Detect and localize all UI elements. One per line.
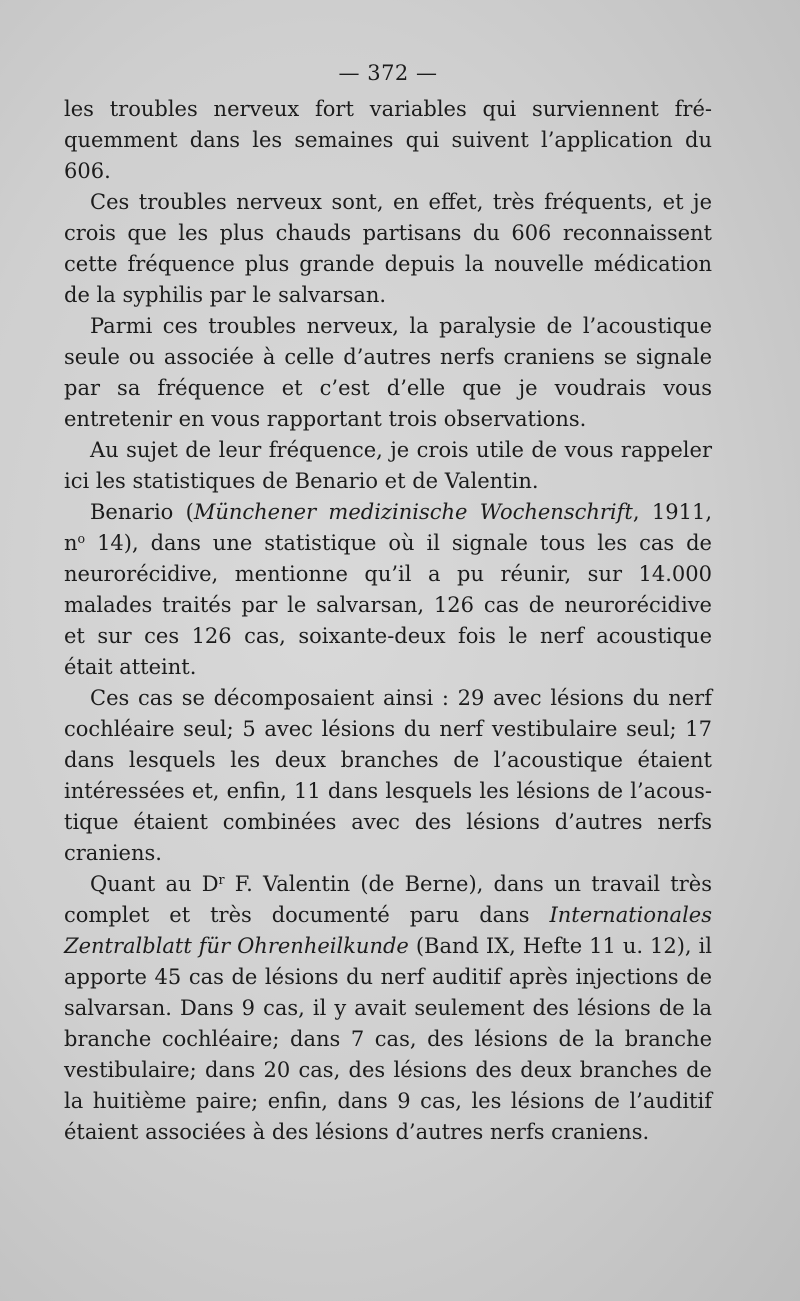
text-run: les troubles nerveux fort variables qui surviennent fréquemment dans les semaines qui suivent l’application du 606. — [64, 97, 712, 183]
text-run: F. Valentin (de Berne), dans un travail très complet et très documenté paru dans — [64, 872, 712, 927]
paragraph — [64, 94, 712, 187]
text-run: Ces troubles nerveux sont, en effet, très fréquents, et je crois que les plus chauds partisans du 606 reconnaissent cette fréquence plus grande depuis la nouvelle médication de la syphilis par le salvarsan. — [64, 190, 712, 307]
paragraph — [64, 683, 712, 869]
text-run: Ces cas se décomposaient ainsi : 29 avec lésions du nerf cochléaire seul; 5 avec lésions du nerf vestibulaire seul; 17 dans lesquels les deux branches de l’acoustique étaient intéressées et, enfin, 11 dans lesquels les lésions de l’acoustique étaient combinées avec des lésions d’autres nerfs craniens. — [64, 686, 712, 865]
text-run: Quant au D — [90, 872, 219, 896]
text-run: Parmi ces troubles nerveux, la paralysie de l’acoustique seule ou associée à celle d’autres nerfs craniens se signale par sa fréquence et c’est d’elle que je voudrais vous entretenir en vous rapportant trois observations. — [64, 314, 712, 431]
italic-title: Münchener medizinische Wochenschrift — [193, 500, 633, 524]
text-run: 14), dans une statistique où il signale tous les cas de neurorécidive, mentionne qu’il a pu réunir, sur 14.000 malades traités par le salvarsan, 126 cas de neurorécidive et sur ces 126 cas, soixante-deux fois le nerf acoustique était atteint. — [64, 531, 712, 679]
book-page — [64, 58, 712, 1148]
paragraph — [64, 869, 712, 1148]
superscript: o — [77, 531, 86, 547]
text-run: , 1911, n — [64, 500, 712, 555]
italic-title: Internationales Zentralblatt für Ohrenheilkunde — [64, 903, 712, 958]
superscript: r — [218, 872, 225, 888]
body-text — [64, 94, 712, 1148]
page-number: — 372 — — [338, 61, 438, 85]
text-run: Benario ( — [90, 500, 194, 524]
paragraph — [64, 311, 712, 435]
paragraph — [64, 435, 712, 497]
text-run: Au sujet de leur fréquence, je crois utile de vous rappeler ici les statistiques de Benario et de Valentin. — [64, 438, 712, 493]
paragraph — [64, 187, 712, 311]
paragraph — [64, 497, 712, 683]
text-run: (Band IX, Hefte 11 u. 12), il apporte 45 cas de lésions du nerf auditif après injections de salvarsan. Dans 9 cas, il y avait seulement des lésions de la branche cochléaire; dans 7 cas, des lésions de la branche vestibulaire; dans 20 cas, des lésions des deux branches de la huitième paire; enfin, dans 9 cas, les lésions de l’auditif étaient associées à des lésions d’autres nerfs craniens. — [64, 934, 712, 1144]
